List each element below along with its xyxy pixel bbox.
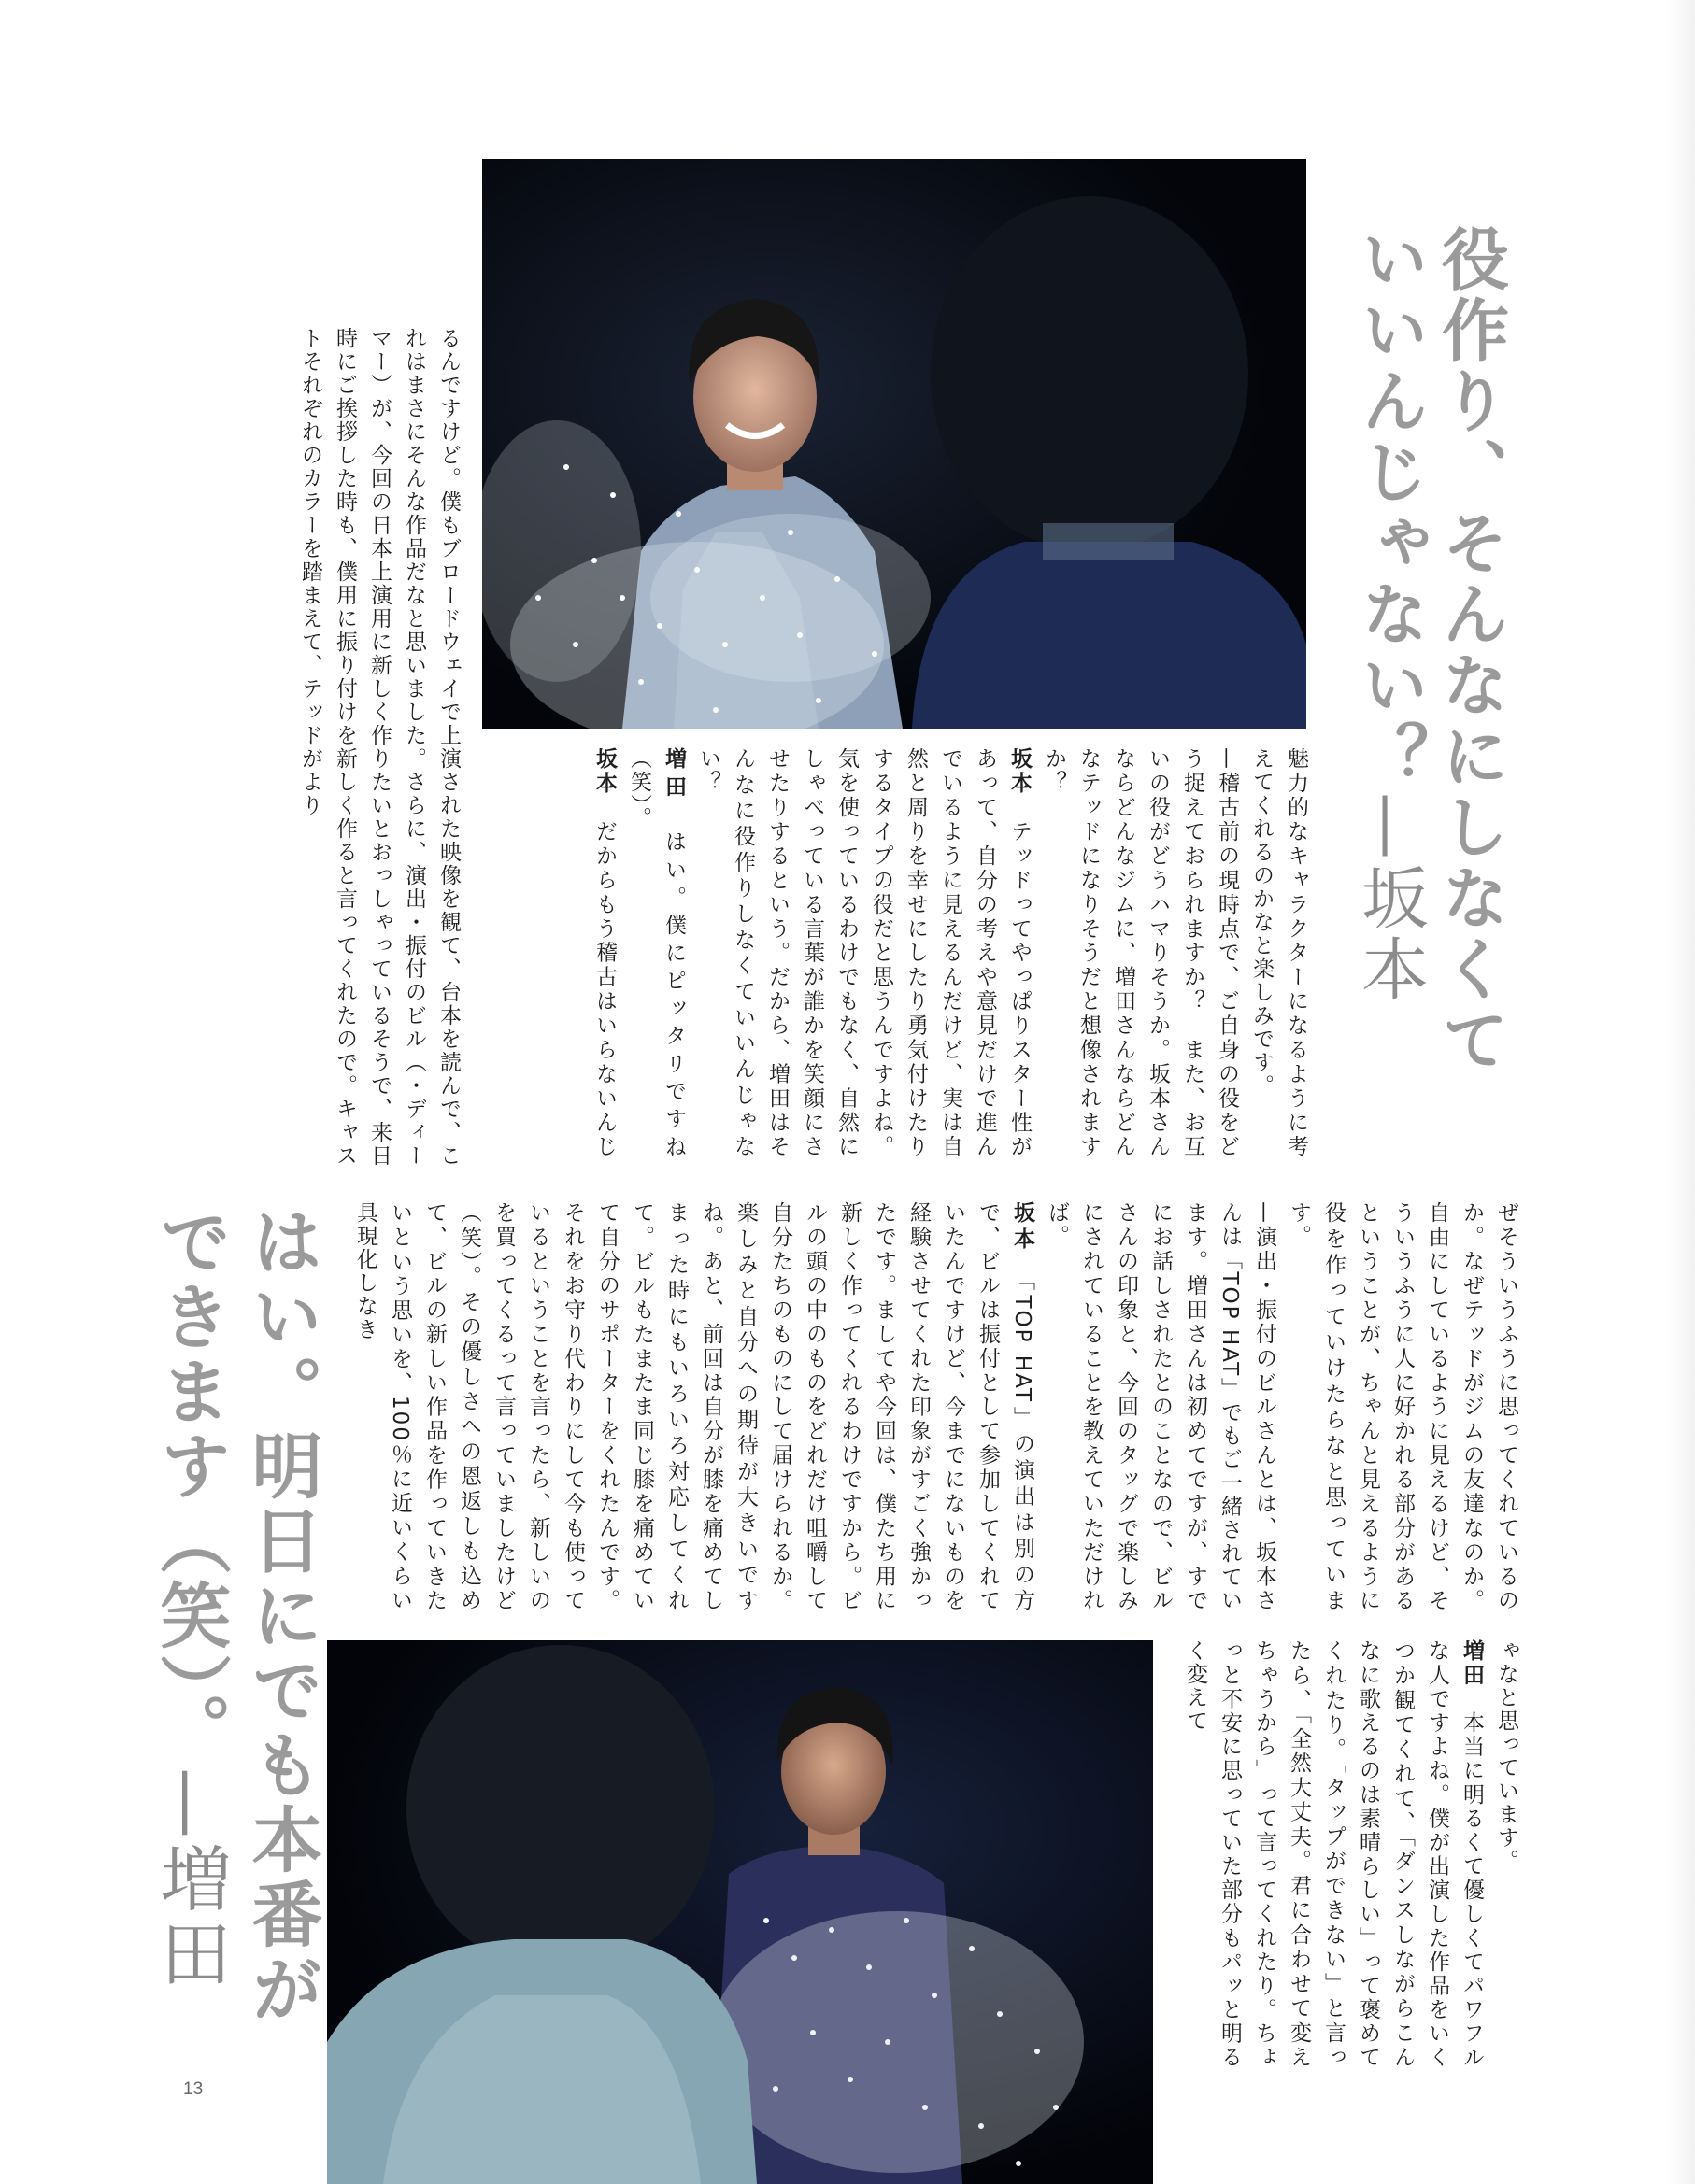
speaker-label: 坂本: [1010, 1201, 1034, 1254]
headline-top-line2: いいんじゃない？: [1350, 224, 1429, 792]
paragraph: [348, 1201, 1039, 1612]
paragraph-text: るんですけど。僕もブロードウェイで上演された映像を観て、台本を読んで、これはまさにそんな作品だなと思いました。さらに、演出・振付のビル（・ディーマー）が、今回の日本上演用に新しく作りたいとおっしゃっているそうで、来日時にご挨拶した時も、僕用に振り付けを新しく作ると言ってくれたので。キャストそれぞれのカラーを踏まえて、テッドがより: [298, 327, 461, 1168]
article-column-bottom-right: [1168, 1639, 1523, 2069]
speaker-label: 増田: [662, 747, 686, 803]
paragraph: [1281, 1201, 1523, 1612]
headline-top: [1323, 224, 1510, 1158]
speaker-label: 増田: [1460, 1639, 1484, 1688]
paragraph-text: テッドってやっぱりスター性があって、自分の考えや意見だけで進んでいるように見えるんだけど、実は自然と周りを幸せにしたり勇気付けたりするタイプの役だと思うんですよね。気を使っているわけでもなく、自然にしゃべっている言葉が誰かを笑顔にさせたりするという。だから、増田はそんなに役作りしなくていいんじゃない？: [696, 747, 1032, 1158]
photo-top-illustration: [482, 159, 1306, 729]
speaker-label: 坂本: [1007, 747, 1032, 796]
paragraph-text: ゃなと思っています。: [1494, 1639, 1518, 1873]
headline-bottom-speaker: —増田: [149, 1767, 232, 1992]
paragraph: [1488, 1639, 1523, 2069]
headline-top-line1: 役作り、そんなにしなくて: [1431, 224, 1509, 1076]
paragraph: [621, 747, 691, 1158]
headline-top-speaker: —坂本: [1350, 792, 1429, 1005]
interview-question: —稽古前の現時点で、ご自身の役をどう捉えておられますか？ また、お互いの役がどうハマりそうか。坂本さんならどんなジムに、増田さんならどんなテッドになりそうだと想像されますか？: [1042, 747, 1239, 1158]
article-column-top-left: [120, 327, 465, 1168]
photo-bottom-masuda: [327, 1640, 1153, 2184]
paragraph: [1039, 1201, 1281, 1612]
page-number: 13: [183, 2079, 204, 2099]
article-column-bottom-middle: [336, 1201, 1523, 1612]
paragraph: [691, 747, 1036, 1158]
headline-bottom: [140, 1205, 327, 2102]
paragraph: [1177, 1639, 1488, 2069]
photo-bottom-illustration: [327, 1640, 1153, 2184]
interview-question: —演出・振付のビルさんとは、坂本さんは「TOP HAT」でもご一緒されています。増田さんは初めてですが、すでにお話しされたとのことなので、ビルさんの印象と、今回のタッグで楽しみにされていることを教えていただければ。: [1045, 1201, 1276, 1612]
headline-bottom-line2: できます（笑）。: [149, 1205, 232, 1767]
paragraph-text: 魅力的なキャラクターになるように考えてくれるのかなと楽しみです。: [1249, 747, 1308, 1158]
speaker-label: 坂本: [592, 747, 617, 796]
paragraph-text: 「TOP HAT」の演出は別の方で、ビルは振付として参加してくれていたんですけど、今までにないものを経験させてくれた印象がすごく強かったです。ましてや今回は、僕たち用に新しく作ってくれるわけですから。ビルの頭の中のものをどれだけ咀嚼して自分たちのものにして届けられるか。楽しみと自分への期待が大きいですね。あと、前回は自分が膝を痛めてしまった時にもいろいろ対応してくれて。ビルもたまたま同じ膝を痛めていて自分のサポーターをくれたんです。それをお守り代わりにして今も使っているということを言ったら、新しいのを買ってくるって言っていましたけど（笑）。その優しさへの恩返しも込めて、ビルの新しい作品を作っていきたいという思いを、100％に近いくらい具現化しなき: [353, 1201, 1034, 1612]
paragraph: [292, 327, 465, 1168]
paragraph: [1244, 747, 1313, 1158]
paragraph: [589, 747, 621, 1158]
photo-top-sakamoto: [482, 159, 1306, 729]
article-column-top-middle: [589, 747, 1313, 1158]
paragraph-text: だからもう稽古はいらないんじ: [592, 819, 617, 1158]
paragraph-text: 本当に明るくて優しくてパワフルな人ですよね。僕が出演した作品をいくつか観てくれて、「ダンスしながらこんなに歌えるのは素晴らしい」って褒めてくれたり。「タップができない」と言ったら、「全然大丈夫。君に合わせて変えちゃうから」って言ってくれたり。ちょっと不安に思っていた部分もパッと明るく変えて: [1183, 1639, 1484, 2069]
page-edge-shadow: [1667, 0, 1695, 2184]
paragraph: [1036, 747, 1244, 1158]
headline-bottom-line1: はい。明日にでも本番が: [240, 1205, 323, 2027]
paragraph-text: はい。僕にピッタリですね（笑）。: [627, 747, 686, 1158]
paragraph-text: ぜそういうふうに思ってくれているのか。なぜテッドがジムの友達なのか。自由にしているように見えるけど、そういうふうに人に好かれる部分があるということが、ちゃんと見えるように役を作っていけたらなと思っています。: [1287, 1201, 1518, 1612]
